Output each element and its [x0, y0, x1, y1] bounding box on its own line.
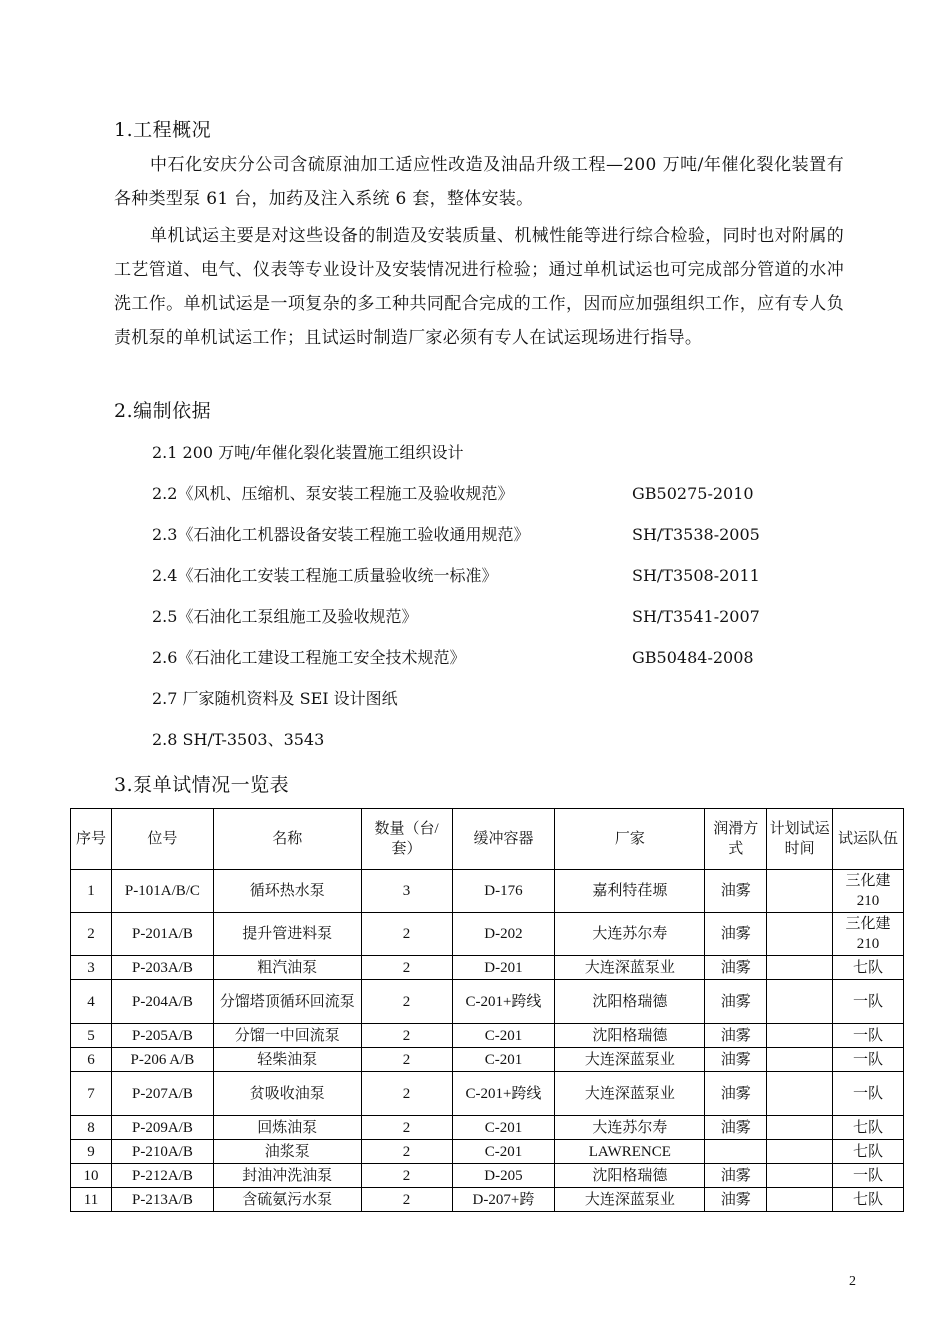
row-number-cell: 2	[71, 913, 112, 956]
test-team-cell: 一队	[833, 1072, 904, 1116]
header-cell: 位号	[111, 809, 213, 870]
reference-text: 2.6《石油化工建设工程施工安全技术规范》	[152, 648, 466, 667]
planned-time-cell	[767, 1164, 833, 1188]
reference-item	[152, 525, 852, 545]
lubrication-cell: 油雾	[705, 1188, 767, 1212]
reference-item	[152, 730, 852, 750]
quantity-cell: 2	[361, 1072, 452, 1116]
tag-number-cell: P-212A/B	[111, 1164, 213, 1188]
quantity-cell: 3	[361, 870, 452, 913]
pump-name-cell: 分馏塔顶循环回流泵	[213, 980, 361, 1024]
row-number-cell: 8	[71, 1116, 112, 1140]
header-cell: 试运队伍	[833, 809, 904, 870]
table-row	[71, 1024, 904, 1048]
header-cell: 缓冲容器	[452, 809, 555, 870]
tag-number-cell: P-213A/B	[111, 1188, 213, 1212]
table-row	[71, 1048, 904, 1072]
planned-time-cell	[767, 1072, 833, 1116]
lubrication-cell: 油雾	[705, 1024, 767, 1048]
table-row	[71, 1140, 904, 1164]
lubrication-cell: 油雾	[705, 1072, 767, 1116]
reference-item	[152, 484, 852, 504]
row-number-cell: 6	[71, 1048, 112, 1072]
reference-text: 2.7 厂家随机资料及 SEI 设计图纸	[152, 689, 398, 708]
pump-name-cell: 含硫氨污水泵	[213, 1188, 361, 1212]
buffer-vessel-cell: C-201	[452, 1140, 555, 1164]
reference-text: 2.5《石油化工泵组施工及验收规范》	[152, 607, 418, 626]
manufacturer-cell: LAWRENCE	[555, 1140, 705, 1164]
planned-time-cell	[767, 956, 833, 980]
test-team-cell: 一队	[833, 1164, 904, 1188]
reference-code: SH/T3508-2011	[632, 566, 760, 585]
planned-time-cell	[767, 870, 833, 913]
buffer-vessel-cell: C-201	[452, 1024, 555, 1048]
lubrication-cell: 油雾	[705, 1164, 767, 1188]
reference-text: 2.4《石油化工安装工程施工质量验收统一标准》	[152, 566, 498, 585]
tag-number-cell: P-203A/B	[111, 956, 213, 980]
manufacturer-cell: 沈阳格瑞德	[555, 1024, 705, 1048]
row-number-cell: 7	[71, 1072, 112, 1116]
section-3-title: 3.泵单试情况一览表	[114, 774, 290, 796]
pump-name-cell: 回炼油泵	[213, 1116, 361, 1140]
test-team-cell: 一队	[833, 1024, 904, 1048]
row-number-cell: 11	[71, 1188, 112, 1212]
quantity-cell: 2	[361, 1048, 452, 1072]
pump-name-cell: 封油冲洗油泵	[213, 1164, 361, 1188]
manufacturer-cell: 大连深蓝泵业	[555, 1048, 705, 1072]
tag-number-cell: P-204A/B	[111, 980, 213, 1024]
planned-time-cell	[767, 1048, 833, 1072]
test-team-cell: 一队	[833, 980, 904, 1024]
buffer-vessel-cell: C-201	[452, 1048, 555, 1072]
test-team-cell: 七队	[833, 1188, 904, 1212]
quantity-cell: 2	[361, 980, 452, 1024]
pump-name-cell: 油浆泵	[213, 1140, 361, 1164]
test-team-cell: 三化建210	[833, 913, 904, 956]
buffer-vessel-cell: C-201	[452, 1116, 555, 1140]
manufacturer-cell: 沈阳格瑞德	[555, 1164, 705, 1188]
header-cell: 润滑方式	[705, 809, 767, 870]
section-1-paragraph-1: 中石化安庆分公司含硫原油加工适应性改造及油品升级工程—200 万吨/年催化裂化装置有各种类型泵 61 台，加药及注入系统 6 套，整体安装。	[114, 155, 844, 209]
quantity-cell: 2	[361, 1024, 452, 1048]
lubrication-cell: 油雾	[705, 870, 767, 913]
buffer-vessel-cell: D-201	[452, 956, 555, 980]
quantity-cell: 2	[361, 956, 452, 980]
pump-name-cell: 贫吸收油泵	[213, 1072, 361, 1116]
row-number-cell: 3	[71, 956, 112, 980]
row-number-cell: 5	[71, 1024, 112, 1048]
pump-name-cell: 粗汽油泵	[213, 956, 361, 980]
pump-name-cell: 提升管进料泵	[213, 913, 361, 956]
lubrication-cell: 油雾	[705, 1116, 767, 1140]
manufacturer-cell: 大连深蓝泵业	[555, 1188, 705, 1212]
planned-time-cell	[767, 1024, 833, 1048]
section-2-title: 2.编制依据	[114, 400, 212, 422]
tag-number-cell: P-206 A/B	[111, 1048, 213, 1072]
table-row	[71, 1072, 904, 1116]
buffer-vessel-cell: C-201+跨线	[452, 1072, 555, 1116]
table-row	[71, 1188, 904, 1212]
planned-time-cell	[767, 1188, 833, 1212]
quantity-cell: 2	[361, 1188, 452, 1212]
reference-item	[152, 689, 852, 709]
reference-text: 2.1 200 万吨/年催化裂化装置施工组织设计	[152, 443, 464, 462]
manufacturer-cell: 大连深蓝泵业	[555, 1072, 705, 1116]
pump-test-table	[70, 808, 904, 1212]
section-1-paragraph-2: 单机试运主要是对这些设备的制造及安装质量、机械性能等进行综合检验，同时也对附属的工艺管道、电气、仪表等专业设计及安装情况进行检验；通过单机试运也可完成部分管道的水冲洗工作。单机试运是一项复杂的多工种共同配合完成的工作，因而应加强组织工作，应有专人负责机泵的单机试运工作；且试运时制造厂家必须有专人在试运现场进行指导。	[114, 226, 844, 348]
manufacturer-cell: 大连苏尔寿	[555, 1116, 705, 1140]
header-cell: 数量（台/套）	[361, 809, 452, 870]
manufacturer-cell: 嘉利特荏塬	[555, 870, 705, 913]
manufacturer-cell: 沈阳格瑞德	[555, 980, 705, 1024]
section-1-title: 1.工程概况	[114, 119, 212, 141]
test-team-cell: 一队	[833, 1048, 904, 1072]
quantity-cell: 2	[361, 1116, 452, 1140]
planned-time-cell	[767, 1140, 833, 1164]
reference-text: 2.8 SH/T-3503、3543	[152, 730, 325, 749]
test-team-cell: 三化建210	[833, 870, 904, 913]
pump-name-cell: 轻柴油泵	[213, 1048, 361, 1072]
row-number-cell: 9	[71, 1140, 112, 1164]
buffer-vessel-cell: C-201+跨线	[452, 980, 555, 1024]
table-row	[71, 870, 904, 913]
tag-number-cell: P-209A/B	[111, 1116, 213, 1140]
reference-code: GB50275-2010	[632, 484, 754, 503]
quantity-cell: 2	[361, 913, 452, 956]
test-team-cell: 七队	[833, 1116, 904, 1140]
reference-code: GB50484-2008	[632, 648, 754, 667]
reference-item	[152, 648, 852, 668]
reference-text: 2.3《石油化工机器设备安装工程施工验收通用规范》	[152, 525, 530, 544]
planned-time-cell	[767, 1116, 833, 1140]
table-row	[71, 980, 904, 1024]
table-row	[71, 1164, 904, 1188]
header-cell: 名称	[213, 809, 361, 870]
tag-number-cell: P-201A/B	[111, 913, 213, 956]
planned-time-cell	[767, 980, 833, 1024]
quantity-cell: 2	[361, 1164, 452, 1188]
table-row	[71, 913, 904, 956]
header-cell: 序号	[71, 809, 112, 870]
header-cell: 计划试运时间	[767, 809, 833, 870]
lubrication-cell: 油雾	[705, 980, 767, 1024]
test-team-cell: 七队	[833, 1140, 904, 1164]
pump-name-cell: 分馏一中回流泵	[213, 1024, 361, 1048]
page-number: 2	[849, 1274, 856, 1289]
tag-number-cell: P-210A/B	[111, 1140, 213, 1164]
reference-item	[152, 566, 852, 586]
buffer-vessel-cell: D-176	[452, 870, 555, 913]
row-number-cell: 1	[71, 870, 112, 913]
row-number-cell: 4	[71, 980, 112, 1024]
buffer-vessel-cell: D-205	[452, 1164, 555, 1188]
lubrication-cell: 油雾	[705, 913, 767, 956]
tag-number-cell: P-205A/B	[111, 1024, 213, 1048]
table-row	[71, 1116, 904, 1140]
reference-item	[152, 443, 852, 463]
quantity-cell: 2	[361, 1140, 452, 1164]
pump-name-cell: 循环热水泵	[213, 870, 361, 913]
buffer-vessel-cell: D-207+跨	[452, 1188, 555, 1212]
header-cell: 厂家	[555, 809, 705, 870]
lubrication-cell	[705, 1140, 767, 1164]
lubrication-cell: 油雾	[705, 956, 767, 980]
reference-code: SH/T3541-2007	[632, 607, 760, 626]
planned-time-cell	[767, 913, 833, 956]
tag-number-cell: P-101A/B/C	[111, 870, 213, 913]
table-header-row	[71, 809, 904, 870]
manufacturer-cell: 大连深蓝泵业	[555, 956, 705, 980]
row-number-cell: 10	[71, 1164, 112, 1188]
table-row	[71, 956, 904, 980]
buffer-vessel-cell: D-202	[452, 913, 555, 956]
test-team-cell: 七队	[833, 956, 904, 980]
reference-code: SH/T3538-2005	[632, 525, 760, 544]
reference-text: 2.2《风机、压缩机、泵安装工程施工及验收规范》	[152, 484, 514, 503]
reference-item	[152, 607, 852, 627]
tag-number-cell: P-207A/B	[111, 1072, 213, 1116]
manufacturer-cell: 大连苏尔寿	[555, 913, 705, 956]
lubrication-cell: 油雾	[705, 1048, 767, 1072]
